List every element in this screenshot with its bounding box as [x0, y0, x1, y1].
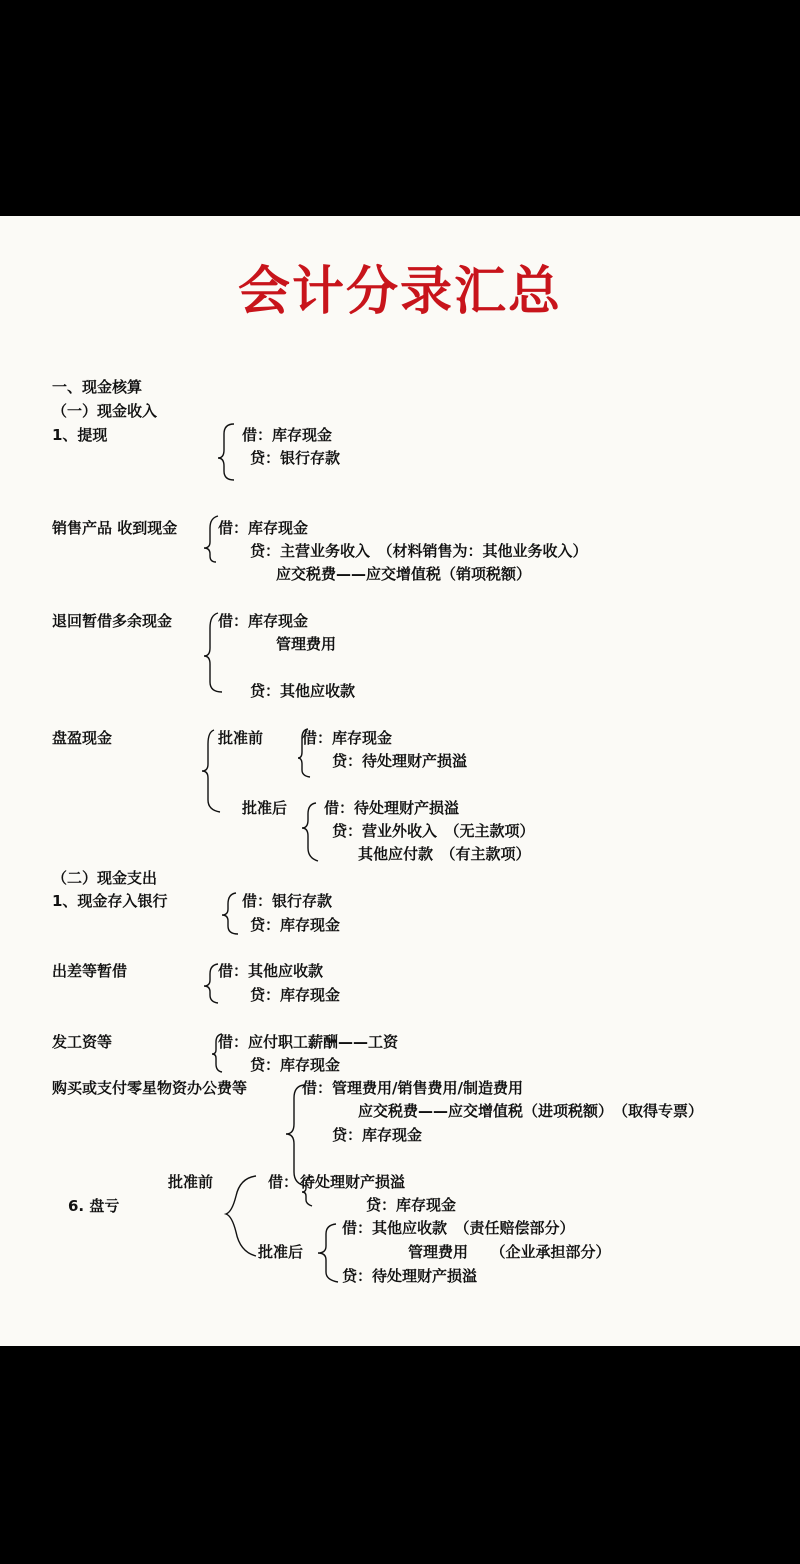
bracket-1 [218, 424, 234, 480]
entry-credit: 贷：银行存款 [250, 449, 341, 467]
entry-debit-2: 管理费用 （企业承担部分） [408, 1243, 611, 1261]
bracket-13 [318, 1224, 338, 1282]
after-approval-label: 批准后 [258, 1243, 304, 1261]
entry-label-deposit: 1、现金存入银行 [52, 892, 168, 910]
entry-debit: 借：应付职工薪酬——工资 [218, 1033, 399, 1051]
entry-debit: 借：库存现金 [302, 729, 393, 747]
entry-label-shortage: 6. 盘亏 [68, 1197, 120, 1215]
document-sheet [0, 216, 800, 1346]
entry-credit: 贷：待处理财产损溢 [332, 752, 468, 770]
entry-debit: 借：其他应收款 [218, 962, 324, 980]
entry-label-advance: 出差等暂借 [52, 962, 128, 980]
entry-debit-2: 应交税费——应交增值税（进项税额） （取得专票） [358, 1102, 704, 1120]
entry-debit: 借：库存现金 [242, 426, 333, 444]
subheading-cash-income: （一）现金收入 [52, 402, 158, 420]
entry-credit: 贷：库存现金 [332, 1126, 423, 1144]
entry-credit: 贷：其他应收款 [250, 682, 356, 700]
subheading-cash-expense: （二）现金支出 [52, 869, 158, 887]
entry-debit: 借：库存现金 [218, 519, 309, 537]
before-approval-label: 批准前 [218, 729, 264, 747]
entry-debit: 待处理财产损溢 [300, 1173, 406, 1191]
entry-debit: 借：库存现金 [218, 612, 309, 630]
bracket-7 [222, 893, 238, 934]
entry-label-surplus: 盘盈现金 [52, 729, 113, 747]
bracket-6 [302, 803, 318, 861]
entry-label-withdraw: 1、提现 [52, 426, 108, 444]
entry-label-return: 退回暂借多余现金 [52, 612, 173, 630]
entry-label-office-supplies: 购买或支付零星物资办公费等 [52, 1079, 248, 1097]
entry-debit: 借：银行存款 [242, 892, 333, 910]
entry-debit: 借：其他应收款 （责任赔偿部分） [342, 1219, 575, 1237]
entry-credit-2: 其他应付款 （有主款项） [358, 845, 531, 863]
entry-debit: 借：管理费用/销售费用/制造费用 [302, 1079, 523, 1097]
bracket-11 [226, 1176, 256, 1256]
entry-credit: 贷：库存现金 [250, 916, 341, 934]
entry-credit: 贷：主营业务收入 （材料销售为：其他业务收入） [250, 542, 588, 560]
bracket-8 [204, 964, 218, 1003]
entry-label-sales: 销售产品 收到现金 [52, 519, 178, 537]
bracket-10 [286, 1085, 306, 1186]
before-approval-label: 批准前 [168, 1173, 214, 1191]
entry-debit: 借：待处理财产损溢 [324, 799, 460, 817]
entry-label-salary: 发工资等 [52, 1033, 113, 1051]
entry-credit: 贷：库存现金 [250, 1056, 341, 1074]
entry-debit-prefix: 借： [268, 1173, 299, 1191]
entry-credit: 贷：库存现金 [366, 1196, 457, 1214]
entry-credit: 贷：待处理财产损溢 [342, 1267, 478, 1285]
entry-credit: 贷：营业外收入 （无主款项） [332, 822, 535, 840]
section-heading-cash: 一、现金核算 [52, 378, 143, 396]
page-title: 会计分录汇总 [237, 262, 562, 322]
entry-credit-2: 应交税费——应交增值税（销项税额） [276, 565, 532, 583]
entry-credit: 贷：库存现金 [250, 986, 341, 1004]
after-approval-label: 批准后 [242, 799, 288, 817]
entry-debit-2: 管理费用 [276, 635, 337, 653]
bracket-2 [204, 516, 218, 562]
